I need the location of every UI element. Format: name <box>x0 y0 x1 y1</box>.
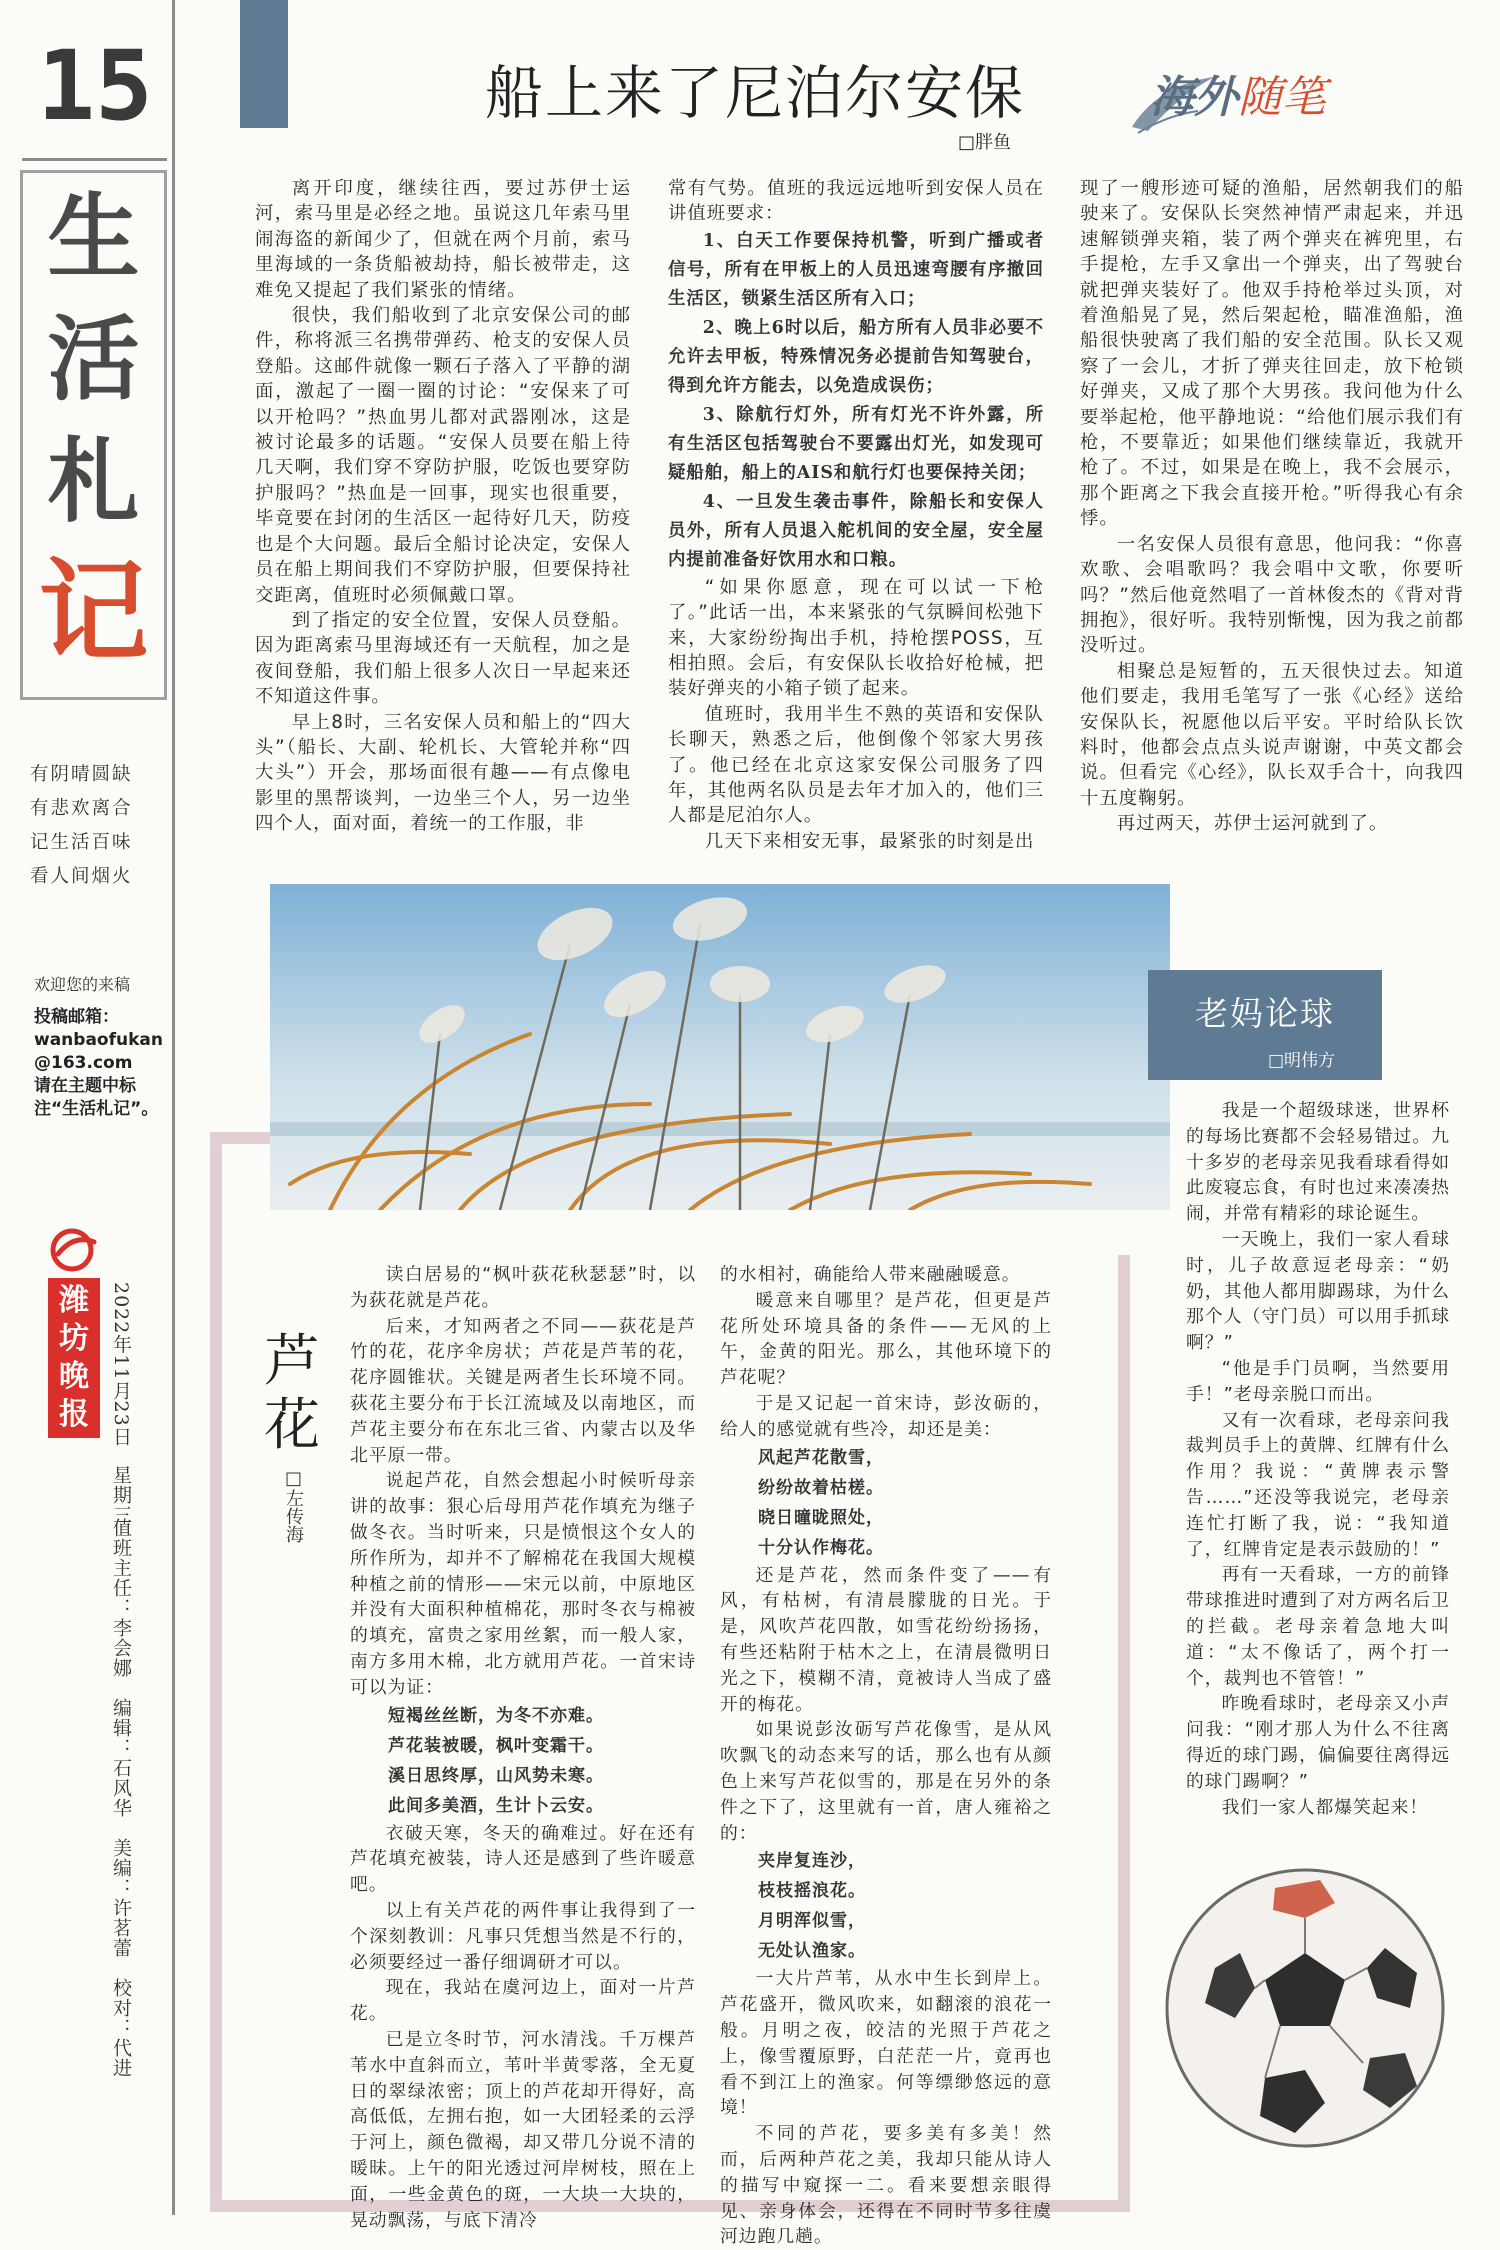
paragraph: 于是又记起一首宋诗，彭汝砺的，给人的感觉就有些冷，却还是美： <box>720 1392 1052 1440</box>
paragraph: 后来，才知两者之不同——荻花是芦竹的花，花序伞房状；芦花是芦苇的花，花序圆锥状。关键是两者生长环境不同。荻花主要分布于长江流域及以南地区，而芦花主要分布在东北三省、内蒙古以及华北平原一带。 <box>350 1315 696 1466</box>
paragraph: 又有一次看球，老母亲问我裁判员手上的黄牌、红牌有什么作用？我说：“黄牌表示警告……”还没等我说完，老母亲连忙打断了我，说：“我知道了，红牌肯定是表示鼓励的！” <box>1186 1409 1450 1560</box>
paragraph: 离开印度，继续往西，要过苏伊士运河，索马里是必经之地。虽说这几年索马里闹海盗的新闻少了，但就在两个月前，索马里海域的一条货船被劫持，船长被带走，这难免又提起了我们紧张的情绪。 <box>255 178 631 301</box>
poem-line: 枝枝摇浪花。 <box>758 1881 866 1902</box>
rule-item: 2、晚上6时以后，船方所有人员非必要不允许去甲板，特殊情况务必提前告知驾驶台，得到允许方能去，以免造成误伤； <box>668 317 1044 396</box>
article1-column-1 <box>255 176 631 837</box>
paragraph: “如果你愿意，现在可以试一下枪了。”此话一出，本来紧张的气氛瞬间松弛下来，大家纷纷掏出手机，持枪摆POSS，互相拍照。会后，有安保队长收拾好枪械，把装好弹夹的小箱子锁了起来。 <box>668 576 1044 700</box>
section-motto <box>30 758 170 894</box>
article2-column-1 <box>350 1262 696 2233</box>
poem-line: 短褐丝丝断，为冬不亦难。 <box>388 1705 604 1726</box>
section-char-1: 生 <box>47 183 140 291</box>
article1-column-2 <box>668 176 1044 854</box>
paragraph: 现在，我站在虞河边上，面对一片芦花。 <box>350 1977 696 2025</box>
paragraph: 再有一天看球，一方的前锋带球推进时遭到了对方两名后卫的拦截。老母亲着急地大叫道：“太不像话了，两个打一个，裁判也不管管！” <box>1186 1564 1450 1689</box>
paragraph: “他是手门员啊，当然要用手！”老母亲脱口而出。 <box>1186 1357 1450 1405</box>
paragraph: 再过两天，苏伊士运河就到了。 <box>1116 813 1389 835</box>
article1-title: 船上来了尼泊尔安保 <box>485 59 1026 127</box>
paragraph: 一天晚上，我们一家人看球时，儿子故意逗老母亲：“奶奶，其他人都用脚踢球，为什么那个人（守门员）可以用手抓球啊？” <box>1186 1228 1450 1354</box>
poem-line: 十分认作梅花。 <box>758 1537 884 1558</box>
poem-tang <box>720 1846 1052 1966</box>
frame-right <box>1118 1255 1130 2212</box>
motto-line: 记生活百味 <box>30 832 133 853</box>
football-icon <box>1155 1858 1455 2158</box>
email-address-2[interactable]: @163.com <box>34 1053 133 1073</box>
email-label: 投稿邮箱： <box>34 1007 119 1027</box>
paragraph: 一名安保人员很有意思，他问我：“你喜欢歌、会唱歌吗？我会唱中文歌，你要听吗？”然后他竟然唱了一首林俊杰的《背对背拥抱》，很好听。我特别惭愧，因为我之前都没听过。 <box>1080 533 1464 657</box>
submission-info <box>34 1006 169 1121</box>
paragraph: 一大片芦苇，从水中生长到岸上。芦花盛开，微风吹来，如翻滚的浪花一般。月明之夜，皎洁的光照于芦花之上，像雪覆原野，白茫茫一片，竟再也看不到江上的渔家。何等缥缈悠远的意境！ <box>720 1968 1052 2119</box>
staff-credits: 值班主任：李会娜 编辑：石风华 美编：许茗蕾 校对：代进 <box>110 1518 132 2078</box>
paragraph: 读白居易的“枫叶荻花秋瑟瑟”时，以为荻花就是芦花。 <box>350 1264 696 1311</box>
poem-line: 芦花装被暖，枫叶变霜干。 <box>388 1735 604 1756</box>
poem-line: 夹岸复连沙， <box>758 1851 866 1872</box>
section-title-box <box>20 170 167 700</box>
paragraph: 相聚总是短暂的，五天很快过去。知道他们要走，我用毛笔写了一张《心经》送给安保队长，祝愿他以后平安。平时给队长饮料时，他都会点点头说声谢谢，中英文都会说。但看完《心经》，队长双手合十，向我四十五度鞠躬。 <box>1080 660 1464 809</box>
rule-item: 3、除航行灯外，所有灯光不许外露，所有生活区包括驾驶台不要露出灯光，如发现可疑船舶，船上的AIS和航行灯也要保持关闭； <box>668 404 1044 483</box>
motto-line: 有悲欢离合 <box>30 798 133 819</box>
section-char-4: 记 <box>38 547 149 676</box>
paragraph: 到了指定的安全位置，安保人员登船。因为距离索马里海域还有一天航程，加之是夜间登船，我们船上很多人次日一早起来还不知道这件事。 <box>255 609 631 708</box>
logo-swirl-icon <box>48 1228 100 1272</box>
motto-line: 看人间烟火 <box>30 866 133 887</box>
paragraph: 还是芦花，然而条件变了——有风，有枯树，有清晨朦胧的日光。于是，风吹芦花四散，如雪花纷纷扬扬，有些还粘附于枯木之上，在清晨微明日光之下，模糊不清，竟被诗人当成了盛开的梅花。 <box>720 1564 1052 1715</box>
title-accent-bar <box>240 0 288 128</box>
paragraph: 以上有关芦花的两件事让我得到了一个深刻教训：凡事只凭想当然是不行的，必须要经过一番仔细调研才可以。 <box>350 1899 696 1973</box>
paragraph: 暖意来自哪里？是芦花，但更是芦花所处环境具备的条件——无风的上午，金黄的阳光。那么，其他环境下的芦花呢？ <box>720 1289 1052 1389</box>
logo-text: 潍坊晚报 <box>48 1278 100 1438</box>
issue-date <box>108 1282 135 1525</box>
paragraph: 值班时，我用半生不熟的英语和安保队长聊天，熟悉之后，他倒像个邻家大男孩了。他已经在北京这家安保公司服务了四年，其他两名队员是去年才加入的，他们三人都是尼泊尔人。 <box>668 703 1044 827</box>
article2-title: 芦花 <box>264 1329 320 1458</box>
frame-left <box>210 1132 222 2207</box>
motto-line: 有阴晴圆缺 <box>30 764 133 785</box>
article1-column-3 <box>1080 176 1464 837</box>
paragraph: 的水相衬，确能给人带来融融暖意。 <box>720 1264 1021 1285</box>
rail-rule <box>22 158 167 161</box>
paragraph: 我是一个超级球迷，世界杯的每场比赛都不会轻易错过。九十多岁的老母亲见我看球看得如此废寝忘食，有时也过来凑凑热闹，并常有精彩的球论诞生。 <box>1186 1100 1450 1225</box>
weekday-text: 星期三 <box>110 1464 132 1525</box>
poem-line: 风起芦花散雪， <box>758 1447 884 1468</box>
rail-divider <box>172 0 175 2215</box>
poem-song-1 <box>350 1701 696 1821</box>
date-text: 2022年11月23日 <box>110 1282 132 1447</box>
poem-song-2 <box>720 1443 1052 1563</box>
article3-author: □明伟方 <box>1268 1051 1336 1071</box>
section-char-3: 札 <box>47 427 140 535</box>
paragraph: 常有气势。值班的我远远地听到安保人员在讲值班要求： <box>668 178 1044 225</box>
paragraph: 昨晚看球时，老母亲又小声问我：“刚才那人为什么不往离得近的球门踢，偏偏要往离得远的球门踢啊？” <box>1186 1693 1450 1792</box>
poem-line: 无处认渔家。 <box>758 1941 866 1962</box>
paragraph: 现了一艘形迹可疑的渔船，居然朝我们的船驶来了。安保队长突然神情严肃起来，并迅速解锁弹夹箱，装了两个弹夹在裤兜里，右手提枪，左手又拿出一个弹夹，出了驾驶台就把弹夹装好了。他双手持枪举过头顶，对着渔船晃了晃，然后架起枪，瞄准渔船，渔船很快驶离了我们船的安全范围。队长又观察了一会儿，才折了弹夹往回走，放下枪锁好弹夹，又成了那个大男孩。我问他为什么要举起枪，他平静地说：“给他们展示我们有枪，不要靠近；如果他们继续靠近，我就开枪了。不过，如果是在晚上，我不会展示，那个距离之下我会直接开枪。”听得我心有余悸。 <box>1080 178 1464 530</box>
paragraph: 已是立冬时节，河水清浅。千万棵芦苇水中直斜而立，苇叶半黄零落，全无夏日的翠绿浓密；顶上的芦花却开得好，高高低低，左拥右抱，如一大团轻柔的云浮于河上，颜色微褐，却又带几分说不清的暖昧。上午的阳光透过河岸树枝，照在上面，一些金黄色的斑，一大块一大块的，晃动飘荡，与底下清冷 <box>350 2028 696 2231</box>
section-char-2: 活 <box>47 305 140 413</box>
reed-illustration <box>270 884 1170 1210</box>
paragraph: 不同的芦花，要多美有多美！然而，后两种芦花之美，我却只能从诗人的描写中窥探一二。看来要想亲眼得见、亲身体会，还得在不同时节多往虞河边跑几趟。 <box>720 2123 1052 2248</box>
poem-line: 月明浑似雪， <box>758 1911 866 1932</box>
poem-line: 溪日思终厚，山风势未寒。 <box>388 1765 604 1786</box>
newspaper-logo <box>48 1228 100 1438</box>
paragraph: 早上8时，三名安保人员和船上的“四大头”（船长、大副、轮机长、大管轮并称“四大头”）开会，那场面很有趣——有点像电影里的黑帮谈判，一边坐三个人，另一边坐四个人，面对面，着统一的工作服，非 <box>255 711 631 835</box>
submission-note: 请在主题中标注“生活札记”。 <box>34 1076 159 1119</box>
page-number: 15 <box>37 30 153 142</box>
column-badge <box>1120 55 1370 135</box>
article2-column-2 <box>720 1262 1052 2250</box>
security-rules <box>668 227 1044 575</box>
submission-welcome: 欢迎您的来稿 <box>34 975 131 994</box>
column-name-a: 海外 <box>1150 72 1238 123</box>
article2-author: □左传海 <box>283 1468 304 1543</box>
email-address-1[interactable]: wanbaofukan <box>34 1030 163 1050</box>
reed-photo <box>270 884 1170 1210</box>
paragraph: 说起芦花，自然会想起小时候听母亲讲的故事：狠心后母用芦花作填充为继子做冬衣。当时听来，只是愤恨这个女人的所作所为，却并不了解棉花在我国大规模种植之前的情形——宋元以前，中原地区并没有大面积种植棉花，那时冬衣与棉被的填充，富贵之家用丝絮，而一般人家，南方多用木棉，北方就用芦花。一首宋诗可以为证： <box>350 1470 696 1698</box>
poem-line: 纷纷故着枯槎。 <box>758 1477 884 1498</box>
article3-title: 老妈论球 <box>1195 994 1335 1033</box>
article1-author: □胖鱼 <box>958 132 1012 153</box>
paragraph: 衣破天寒，冬天的确难过。好在还有芦花填充被装，诗人还是感到了些许暖意吧。 <box>350 1822 696 1896</box>
rule-item: 4、一旦发生袭击事件，除船长和安保人员外，所有人员退入舵机间的安全屋，安全屋内提前准备好饮用水和口粮。 <box>668 491 1044 570</box>
paragraph: 我们一家人都爆笑起来！ <box>1221 1796 1429 1818</box>
poem-line: 此间多美酒，生计卜云安。 <box>388 1795 604 1816</box>
rule-item: 1、白天工作要保持机警，听到广播或者信号，所有在甲板上的人员迅速弯腰有序撤回生活区，锁紧生活区所有入口； <box>668 230 1044 309</box>
poem-line: 晓日曈昽照处， <box>758 1507 884 1528</box>
paragraph: 几天下来相安无事，最紧张的时刻是出 <box>704 830 1035 852</box>
paragraph: 很快，我们船收到了北京安保公司的邮件，称将派三名携带弹药、枪支的安保人员登船。这邮件就像一颗石子落入了平静的湖面，激起了一圈一圈的讨论：“安保来了可以开枪吗？”热血男儿都对武器刚冰，这是被讨论最多的话题。“安保人员要在船上待几天啊，我们穿不穿防护服，吃饭也要穿防护服吗？”热血是一回事，现实也很重要，毕竟要在封闭的生活区一起待好几天，防疫也是个大问题。最后全船讨论决定，安保人员在船上期间我们不穿防护服，但要保持社交距离，值班时必须佩戴口罩。 <box>255 305 631 606</box>
article3-title-box <box>1148 970 1382 1080</box>
column-name-b: 随笔 <box>1238 72 1326 123</box>
article3-column <box>1186 1098 1450 1820</box>
paragraph: 如果说彭汝砺写芦花像雪，是从风吹飘飞的动态来写的话，那么也有从颜色上来写芦花似雪的，那是在另外的条件之下了，这里就有一首，唐人雍裕之的： <box>720 1719 1052 1844</box>
